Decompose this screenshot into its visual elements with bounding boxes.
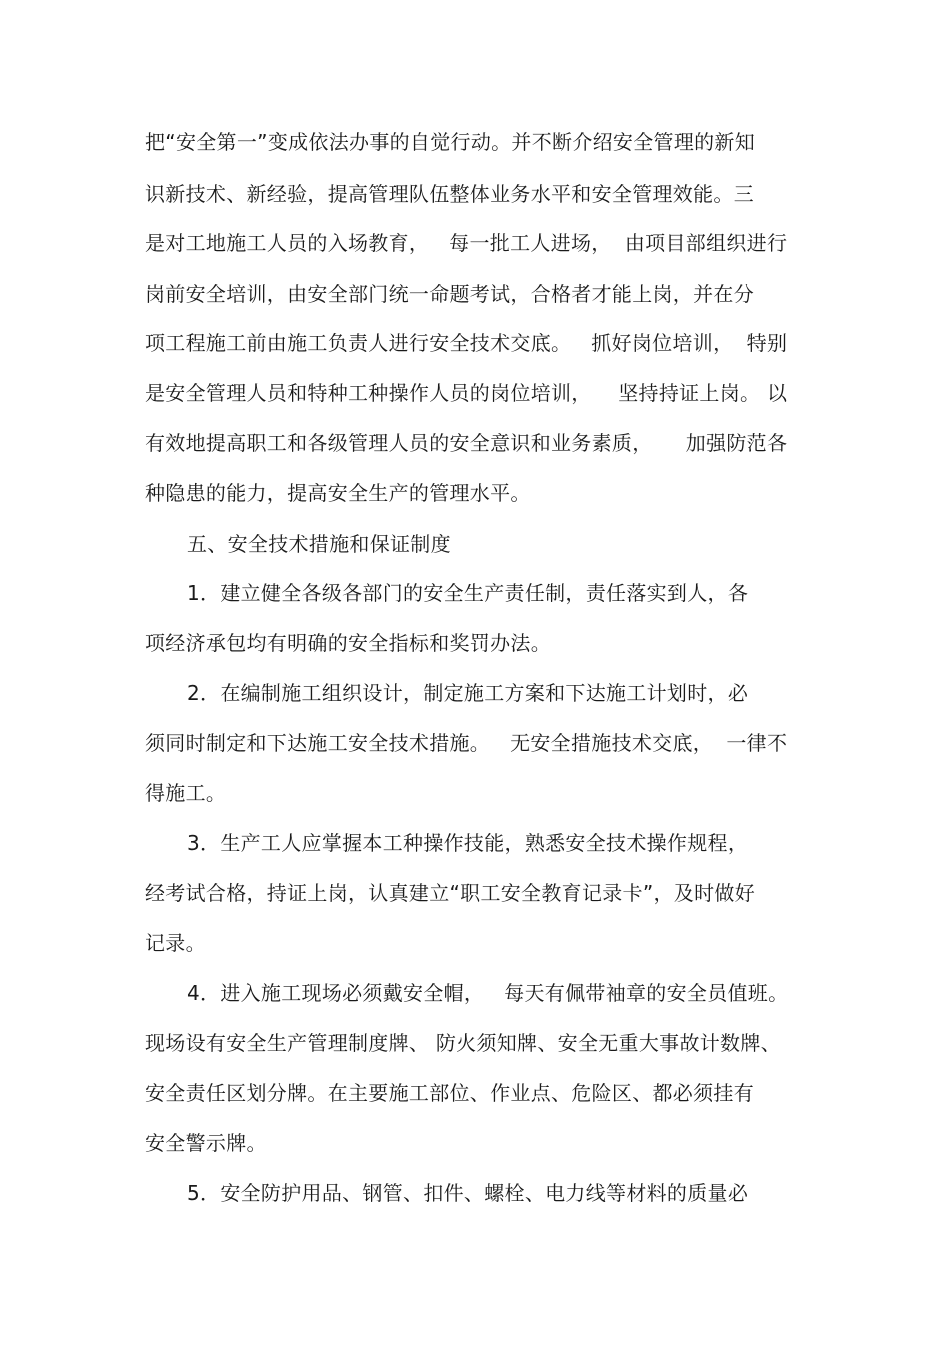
paragraph-line: 安全警示牌。 (145, 1131, 267, 1155)
paragraph-line: 须同时制定和下达施工安全技术措施。 无安全措施技术交底， 一律不 (145, 731, 788, 755)
paragraph-line: 是对工地施工人员的入场教育， 每一批工人进场， 由项目部组织进行 (145, 231, 788, 255)
list-item-line: 5．安全防护用品、钢管、扣件、螺栓、电力线等材料的质量必 (187, 1181, 749, 1205)
paragraph-line: 得施工。 (145, 781, 227, 805)
list-item-line: 4．进入施工现场必须戴安全帽， 每天有佩带袖章的安全员值班。 (187, 981, 789, 1005)
paragraph-line: 有效地提高职工和各级管理人员的安全意识和业务素质， 加强防范各 (145, 431, 788, 455)
paragraph-line: 识新技术、新经验，提高管理队伍整体业务水平和安全管理效能。三 (145, 182, 754, 206)
paragraph-line: 经考试合格，持证上岗，认真建立“职工安全教育记录卡”，及时做好 (145, 881, 756, 905)
list-item-line: 1．建立健全各级各部门的安全生产责任制，责任落实到人，各 (187, 581, 749, 605)
paragraph-line: 种隐患的能力，提高安全生产的管理水平。 (145, 481, 531, 505)
paragraph-line: 把“安全第一”变成依法办事的自觉行动。并不断介绍安全管理的新知 (145, 130, 756, 154)
list-item-line: 3．生产工人应掌握本工种操作技能，熟悉安全技术操作规程， (187, 831, 749, 855)
paragraph-line: 项经济承包均有明确的安全指标和奖罚办法。 (145, 631, 551, 655)
paragraph-line: 是安全管理人员和特种工种操作人员的岗位培训， 坚持持证上岗。 以 (145, 381, 788, 405)
paragraph-line: 记录。 (145, 931, 206, 955)
paragraph-line: 安全责任区划分牌。在主要施工部位、作业点、危险区、都必须挂有 (145, 1081, 754, 1105)
list-item-line: 2．在编制施工组织设计，制定施工方案和下达施工计划时，必 (187, 681, 749, 705)
section-heading: 五、安全技术措施和保证制度 (187, 532, 451, 556)
paragraph-line: 现场设有安全生产管理制度牌、 防火须知牌、安全无重大事故计数牌、 (145, 1031, 781, 1055)
paragraph-line: 项工程施工前由施工负责人进行安全技术交底。 抓好岗位培训， 特别 (145, 331, 788, 355)
paragraph-line: 岗前安全培训，由安全部门统一命题考试，合格者才能上岗，并在分 (145, 282, 754, 306)
